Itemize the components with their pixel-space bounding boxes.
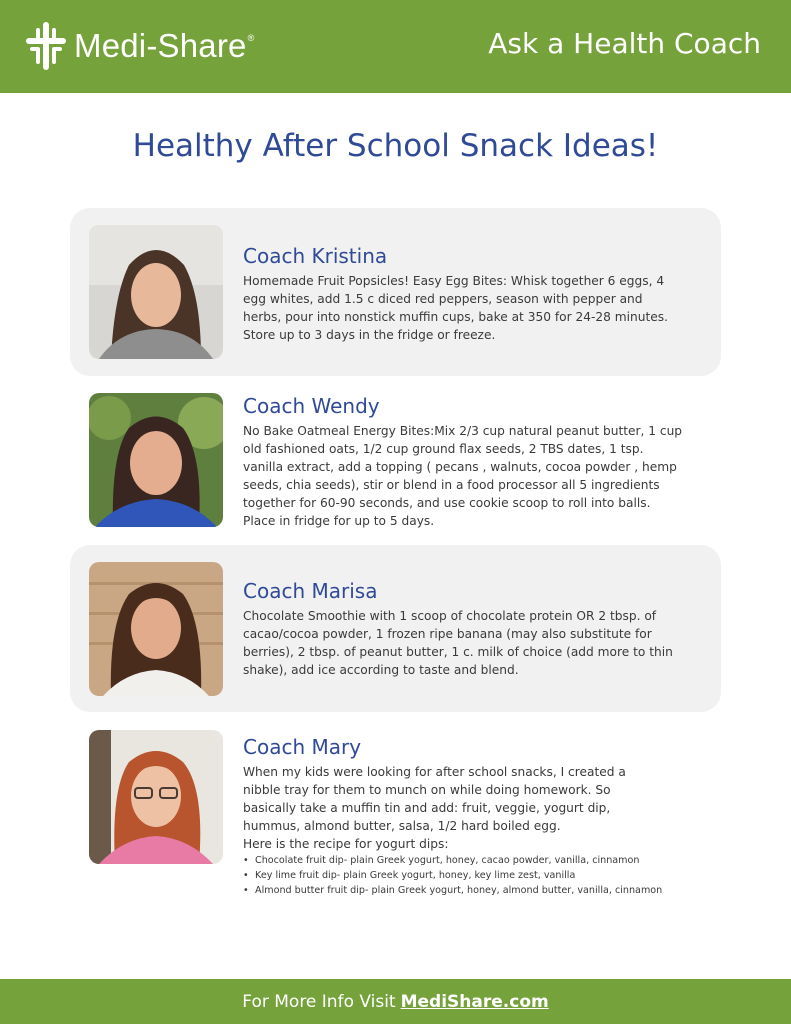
coach-tip: Homemade Fruit Popsicles! Easy Egg Bites: Whisk together 6 eggs, 4 egg whites, add 1.5 c diced red peppers, season with pepper and herbs, pour into nonstick muffin cups, bake at 350 for 24-28 minutes. Store up to 3 days in the fridge or freeze.	[243, 274, 668, 342]
woman-portrait-icon	[89, 393, 223, 527]
dip-list	[243, 853, 663, 898]
coach-photo-mary	[89, 730, 223, 864]
coach-tip: No Bake Oatmeal Energy Bites:Mix 2/3 cup natural peanut butter, 1 cup old fashioned oats, 1/2 cup ground flax seeds, 2 TBS dates, 1 tsp. vanilla extract, add a topping ( pecans , walnuts, cocoa powder , hemp seeds, chia seeds), stir or blend in a food processor all 5 ingredients together for 60-90 seconds, and use cookie scoop to roll into balls. Place in fridge for up to 5 days.	[243, 424, 683, 528]
coach-name: Coach Kristina	[243, 244, 388, 268]
coach-card-kristina	[70, 208, 721, 376]
list-item: • Almond butter fruit dip- plain Greek yogurt, honey, almond butter, vanilla, cinnamon	[243, 883, 663, 898]
list-item: • Key lime fruit dip- plain Greek yogurt, honey, key lime zest, vanilla	[243, 868, 663, 883]
woman-portrait-icon	[89, 730, 223, 864]
page-title: Healthy After School Snack Ideas!	[132, 128, 659, 164]
header-tagline: Ask a Health Coach	[488, 27, 761, 60]
coach-tip	[243, 763, 663, 898]
footer-text: For More Info Visit	[242, 991, 396, 1012]
coach-card-wendy	[70, 378, 721, 543]
header-bar	[0, 0, 791, 93]
woman-portrait-icon	[89, 562, 223, 696]
medishare-logo[interactable]	[24, 20, 254, 72]
coach-tip: Chocolate Smoothie with 1 scoop of chocolate protein OR 2 tbsp. of cacao/cocoa powder, 1 frozen ripe banana (may also substitute for berries), 2 tbsp. of peanut butter, 1 c. milk of choice (add more to thin shake), add ice according to taste and blend.	[243, 609, 673, 677]
coach-name: Coach Mary	[243, 735, 362, 759]
coach-tip-body: When my kids were looking for after school snacks, I created a nibble tray for them to munch on while doing homework. So basically take a muffin tin and add: fruit, veggie, yogurt dip, hummus, almond butter, salsa, 1/2 hard boiled egg.	[243, 765, 626, 833]
medishare-link[interactable]: MediShare.com	[400, 991, 549, 1012]
coach-name: Coach Marisa	[243, 579, 378, 603]
coach-name: Coach Wendy	[243, 394, 380, 418]
footer-bar	[0, 979, 791, 1024]
coach-card-mary	[70, 715, 721, 915]
woman-portrait-icon	[89, 225, 223, 359]
coach-card-marisa	[70, 545, 721, 712]
coach-photo-kristina	[89, 225, 223, 359]
logo-text: Medi-Share®	[74, 27, 255, 64]
coach-photo-wendy	[89, 393, 223, 527]
recipe-intro: Here is the recipe for yogurt dips:	[243, 837, 449, 851]
coach-photo-marisa	[89, 562, 223, 696]
list-item: • Chocolate fruit dip- plain Greek yogurt, honey, cacao powder, vanilla, cinnamon	[243, 853, 663, 868]
cross-logo-icon	[24, 20, 68, 72]
